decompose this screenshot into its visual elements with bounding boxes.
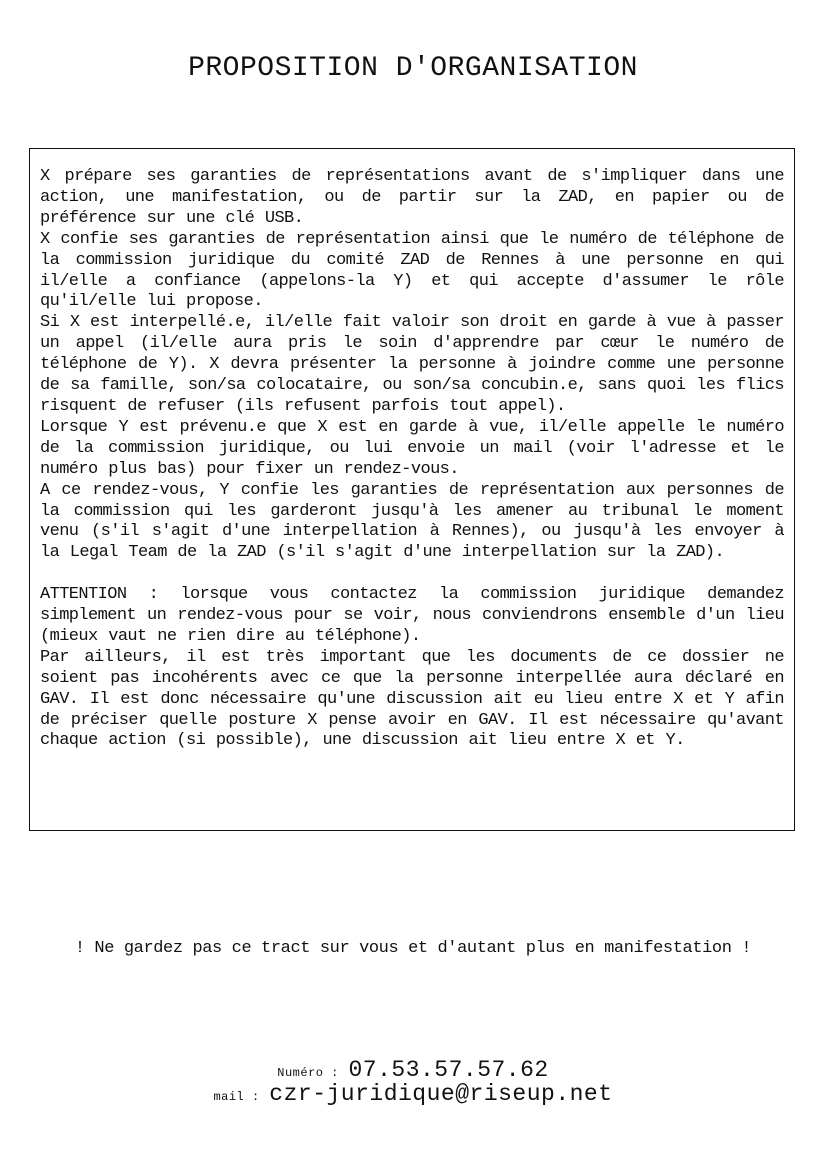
mail-contact <box>0 1081 826 1107</box>
paragraph-arrest-call: Si X est interpellé.e, il/elle fait valoir son droit en garde à vue à passer un appel (il/elle aura pris le soin d'apprendre par cœur le numéro de téléphone de Y). X devra présenter la personne à joindre comme une personne de sa famille, son/sa colocataire, ou son/sa concubin.e, sans quoi les flics risquent de refuser (ils refusent parfois tout appel). <box>40 313 784 416</box>
paragraph-meeting: A ce rendez-vous, Y confie les garanties de représentation aux personnes de la commission qui les garderont jusqu'à les amener au tribunal le moment venu (s'il s'agit d'une interpellation à Rennes), ou jusqu'à les envoyer à la Legal Team de la ZAD (s'il s'agit d'une interpellation sur la ZAD). <box>40 480 784 563</box>
paragraph-attention: ATTENTION : lorsque vous contactez la commission juridique demandez simplement un rendez-vous pour se voir, nous conviendrons ensemble d'un lieu (mieux vaut ne rien dire au téléphone). <box>40 585 784 646</box>
phone-label: Numéro : <box>277 1066 339 1080</box>
warning-notice: ! Ne gardez pas ce tract sur vous et d'autant plus en manifestation ! <box>74 939 752 958</box>
paragraph-spacer <box>40 564 784 585</box>
phone-number: 07.53.57.57.62 <box>348 1057 549 1083</box>
document-title: PROPOSITION D'ORGANISATION <box>188 53 638 84</box>
paragraph-trusted-person: X confie ses garanties de représentation ainsi que le numéro de téléphone de la commission juridique du comité ZAD de Rennes à une personne en qui il/elle a confiance (appelons-la Y) et qui accepte d'assumer le rôle qu'il/elle lui propose. <box>40 229 784 312</box>
mail-label: mail : <box>213 1090 260 1104</box>
paragraph-coherence: Par ailleurs, il est très important que les documents de ce dossier ne soient pas incohérents avec ce que la personne interpellée aura déclaré en GAV. Il est donc nécessaire qu'une discussion ait eu lieu entre X et Y afin de préciser quelle posture X pense avoir en GAV. Il est nécessaire qu'avant chaque action (si possible), une discussion ait lieu entre X et Y. <box>40 647 784 751</box>
paragraph-contact-commission: Lorsque Y est prévenu.e que X est en garde à vue, il/elle appelle le numéro de la commission juridique, ou lui envoie un mail (voir l'adresse et le numéro plus bas) pour fixer un rendez-vous. <box>40 417 784 479</box>
phone-contact <box>0 1057 826 1083</box>
mail-address: czr-juridique@riseup.net <box>269 1081 613 1107</box>
paragraph-preparation: X prépare ses garanties de représentations avant de s'impliquer dans une action, une manifestation, ou de partir sur la ZAD, en papier ou de préférence sur une clé USB. <box>40 167 784 228</box>
info-box <box>29 148 795 831</box>
